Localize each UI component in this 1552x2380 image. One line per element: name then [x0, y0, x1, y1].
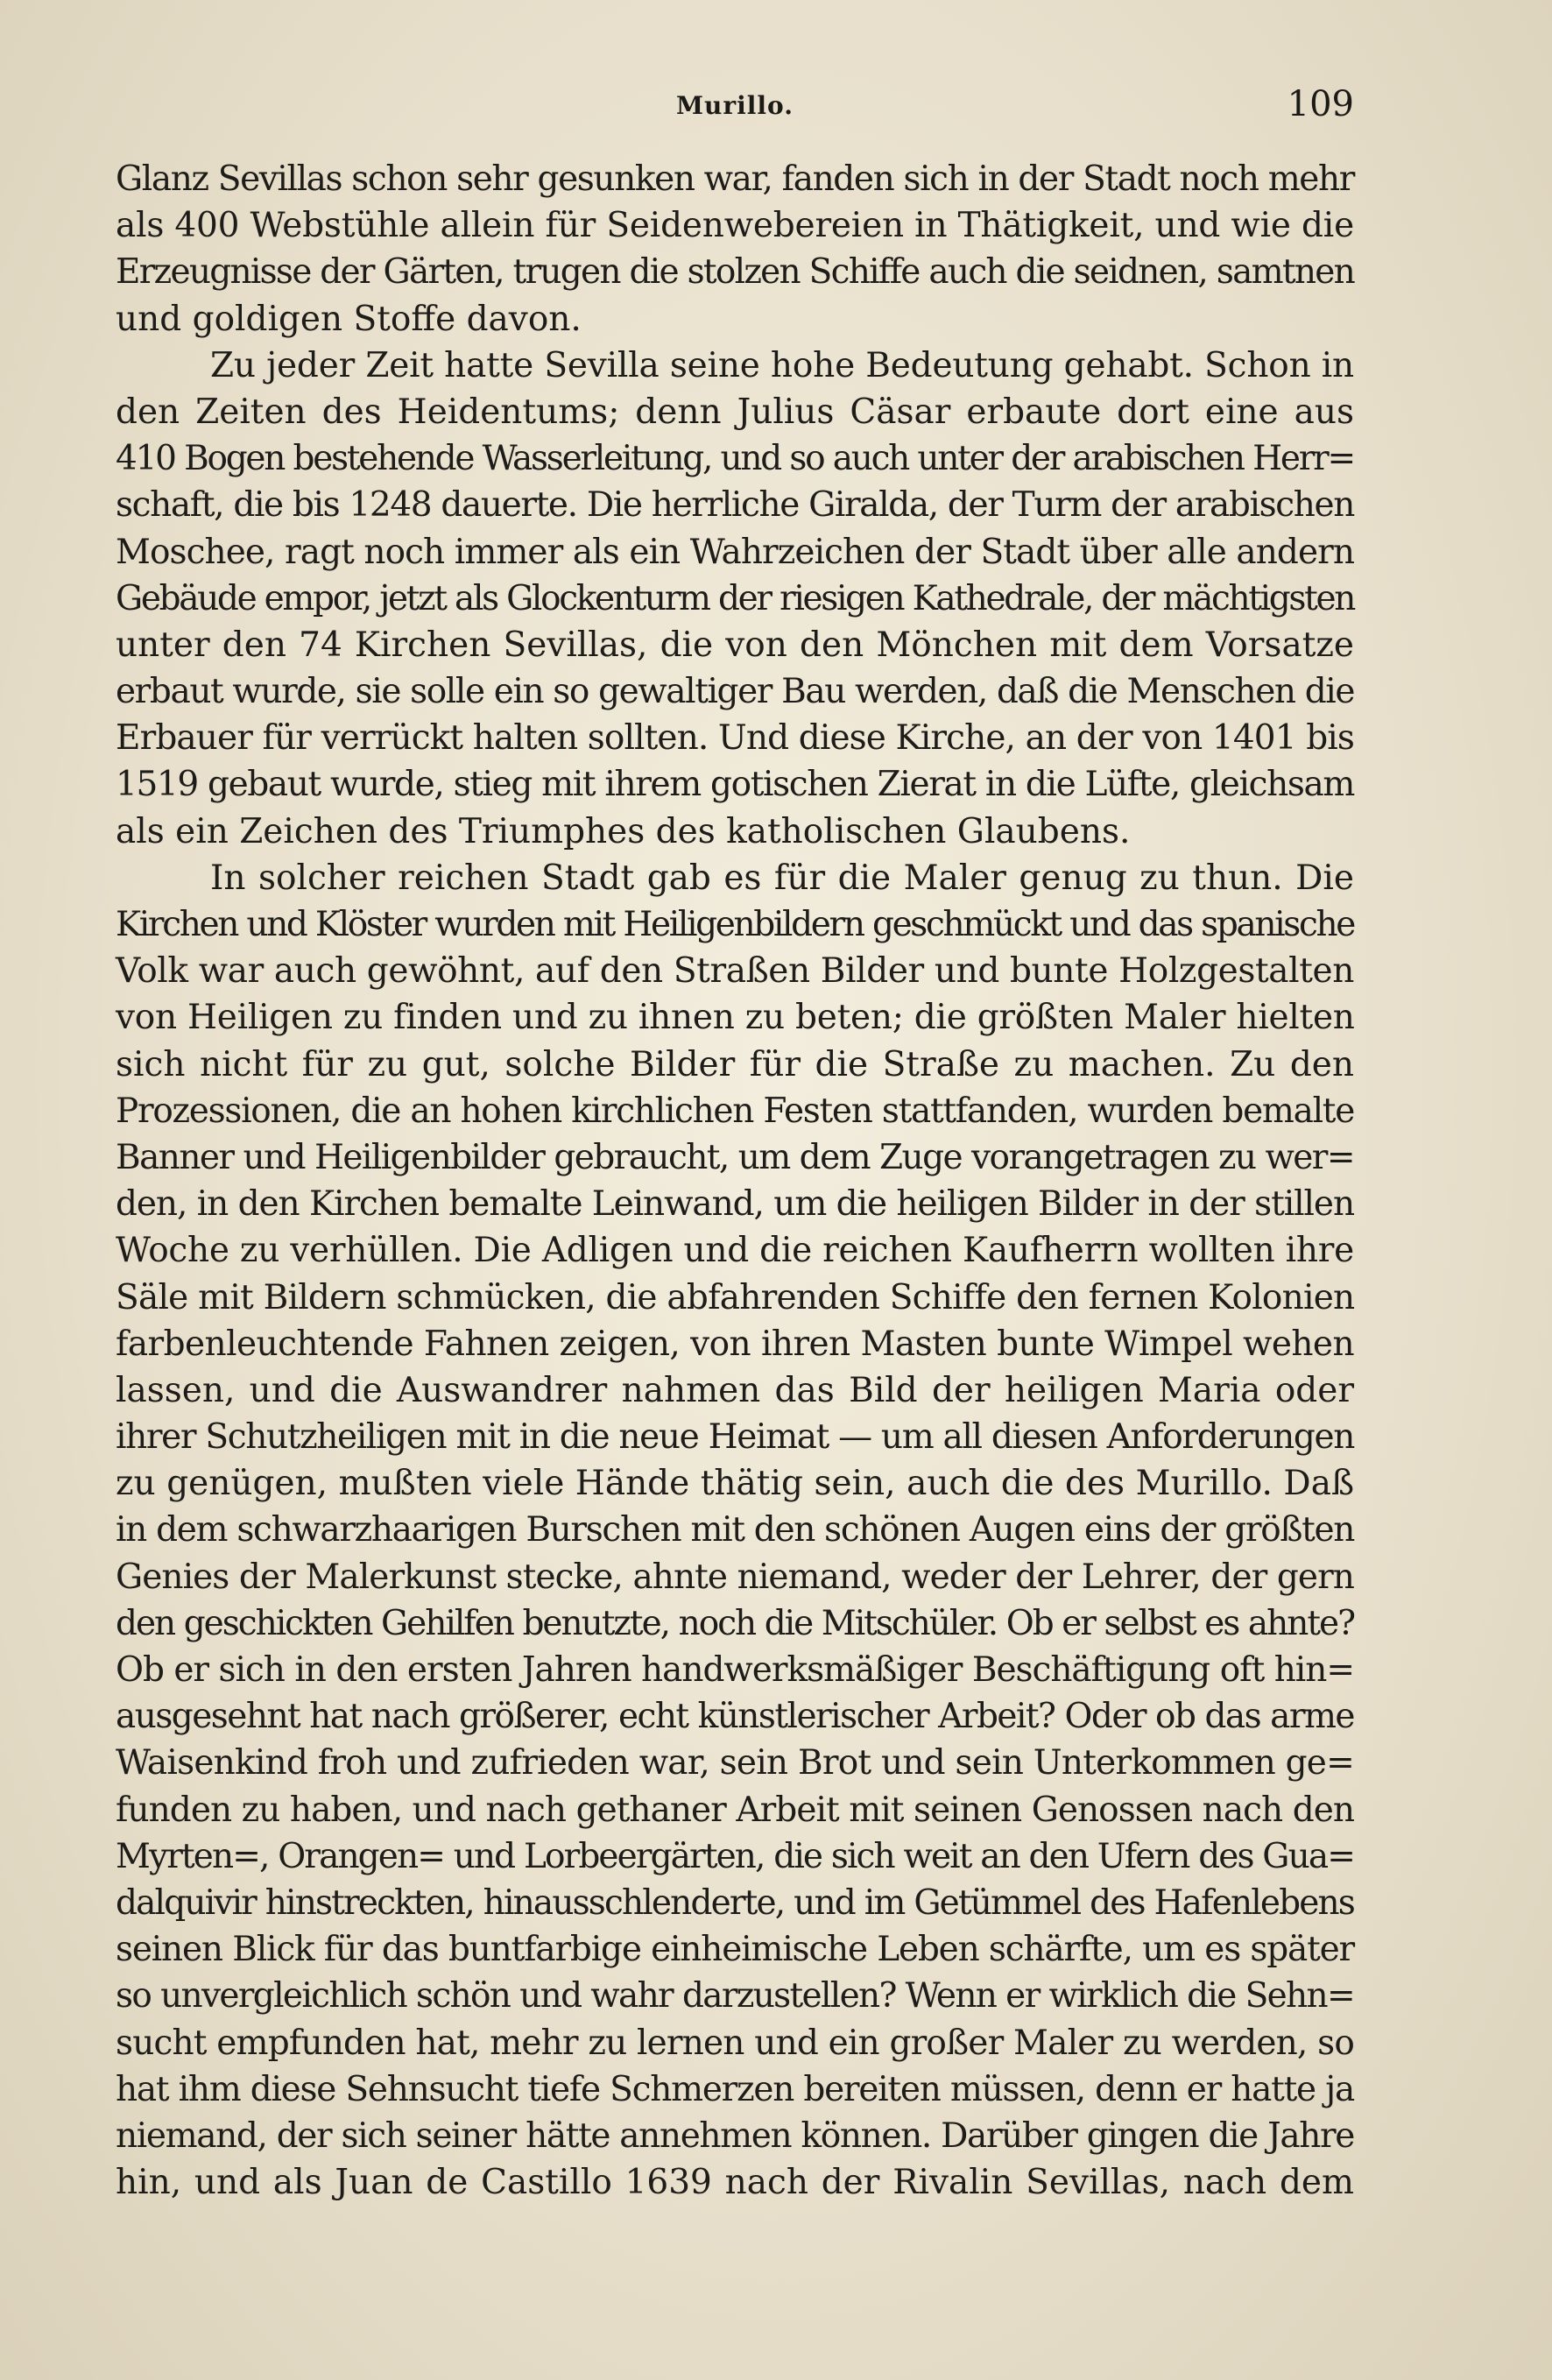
text-line: hat ihm diese Sehnsucht tiefe Schmerzen bereiten müssen, denn er hatte ja: [116, 2069, 1354, 2109]
text-line: funden zu haben, und nach gethaner Arbeit mit seinen Genossen nach den: [116, 1790, 1354, 1830]
text-line: Gebäude empor, jetzt als Glockenturm der riesigen Kathedrale, der mächtigsten: [116, 578, 1354, 618]
text-line: so unvergleichlich schön und wahr darzustellen? Wenn er wirklich die Sehn=: [116, 1976, 1354, 2016]
text-line: Glanz Sevillas schon sehr gesunken war, fanden sich in der Stadt noch mehr: [116, 159, 1354, 199]
text-line: Prozessionen, die an hohen kirchlichen Festen stattfanden, wurden bemalte: [116, 1091, 1354, 1131]
text-line: Säle mit Bildern schmücken, die abfahrenden Schiffe den fernen Kolonien: [116, 1277, 1355, 1317]
text-line: Woche zu verhüllen. Die Adligen und die reichen Kaufherrn wollten ihre: [116, 1231, 1354, 1271]
text-line: Genies der Malerkunst stecke, ahnte niemand, weder der Lehrer, der gern: [116, 1557, 1354, 1597]
text-line: seinen Blick für das buntfarbige einheimische Leben schärfte, um es später: [116, 1930, 1354, 1970]
text-line: Volk war auch gewöhnt, auf den Straßen Bilder und bunte Holzgestalten: [116, 951, 1354, 992]
text-line: 410 Bogen bestehende Wasserleitung, und so auch unter der arabischen Herr=: [116, 439, 1354, 479]
text-line: 1519 gebaut wurde, stieg mit ihrem gotischen Zierat in die Lüfte, gleichsam: [116, 765, 1354, 805]
text-line: als 400 Webstühle allein für Seidenwebereien in Thätigkeit, und wie die: [116, 206, 1354, 246]
text-line: Zu jeder Zeit hatte Sevilla seine hohe Bedeutung gehabt. Schon in: [210, 345, 1354, 385]
page-header: [116, 84, 1354, 145]
text-line: lassen, und die Auswandrer nahmen das Bild der heiligen Maria oder: [116, 1370, 1354, 1410]
text-line: ausgesehnt hat nach größerer, echt künstlerischer Arbeit? Oder ob das arme: [116, 1697, 1354, 1737]
text-line: in dem schwarzhaarigen Burschen mit den schönen Augen eins der größten: [116, 1510, 1354, 1550]
text-line: Erzeugnisse der Gärten, trugen die stolzen Schiffe auch die seidnen, samtnen: [116, 252, 1354, 293]
text-line: hin, und als Juan de Castillo 1639 nach der Rivalin Sevillas, nach dem: [116, 2163, 1354, 2203]
text-line: Erbauer für verrückt halten sollten. Und diese Kirche, an der von 1401 bis: [116, 718, 1354, 759]
text-line: Myrten=, Orangen= und Lorbeergärten, die sich weit an den Ufern des Gua=: [116, 1836, 1354, 1876]
text-line: den Zeiten des Heidentums; denn Julius Cäsar erbaute dort eine aus: [116, 392, 1354, 432]
text-line: dalquivir hinstreckten, hinausschlenderte, und im Getümmel des Hafenlebens: [116, 1882, 1354, 1923]
text-line: Ob er sich in den ersten Jahren handwerksmäßiger Beschäftigung oft hin=: [116, 1650, 1354, 1690]
text-line: farbenleuchtende Fahnen zeigen, von ihren Masten bunte Wimpel wehen: [116, 1324, 1354, 1364]
text-line: In solcher reichen Stadt gab es für die Maler genug zu thun. Die: [210, 858, 1354, 898]
page-number: 109: [1287, 84, 1354, 124]
text-line: als ein Zeichen des Triumphes des katholischen Glaubens.: [116, 811, 1131, 851]
text-line: Banner und Heiligenbilder gebraucht, um dem Zuge vorangetragen zu wer=: [116, 1137, 1354, 1177]
text-line: Kirchen und Klöster wurden mit Heiligenbildern geschmückt und das spanische: [116, 905, 1354, 944]
text-line: unter den 74 Kirchen Sevillas, die von den Mönchen mit dem Vorsatze: [116, 625, 1354, 665]
text-line: sich nicht für zu gut, solche Bilder für die Straße zu machen. Zu den: [116, 1044, 1354, 1084]
text-line: den geschickten Gehilfen benutzte, noch die Mitschüler. Ob er selbst es ahnte?: [116, 1603, 1354, 1643]
text-line: niemand, der sich seiner hätte annehmen können. Darüber gingen die Jahre: [116, 2115, 1354, 2156]
text-line: ihrer Schutzheiligen mit in die neue Heimat — um all diesen Anforderungen: [116, 1417, 1354, 1458]
body-text: [116, 156, 1354, 2206]
text-line: den, in den Kirchen bemalte Leinwand, um die heiligen Bilder in der stillen: [116, 1184, 1354, 1225]
text-line: sucht empfunden hat, mehr zu lernen und ein großer Maler zu werden, so: [116, 2023, 1354, 2063]
text-line: Moschee, ragt noch immer als ein Wahrzeichen der Stadt über alle andern: [116, 532, 1354, 572]
text-line: schaft, die bis 1248 dauerte. Die herrliche Giralda, der Turm der arabischen: [116, 485, 1354, 526]
text-line: erbaut wurde, sie solle ein so gewaltiger Bau werden, daß die Menschen die: [116, 672, 1354, 712]
text-line: Waisenkind froh und zufrieden war, sein Brot und sein Unterkommen ge=: [116, 1743, 1354, 1783]
text-line: von Heiligen zu finden und zu ihnen zu beten; die größten Maler hielten: [116, 998, 1355, 1038]
text-line: und goldigen Stoffe davon.: [116, 299, 582, 339]
running-title: Murillo.: [676, 91, 794, 120]
text-line: zu genügen, mußten viele Hände thätig sein, auch die des Murillo. Daß: [116, 1464, 1354, 1504]
